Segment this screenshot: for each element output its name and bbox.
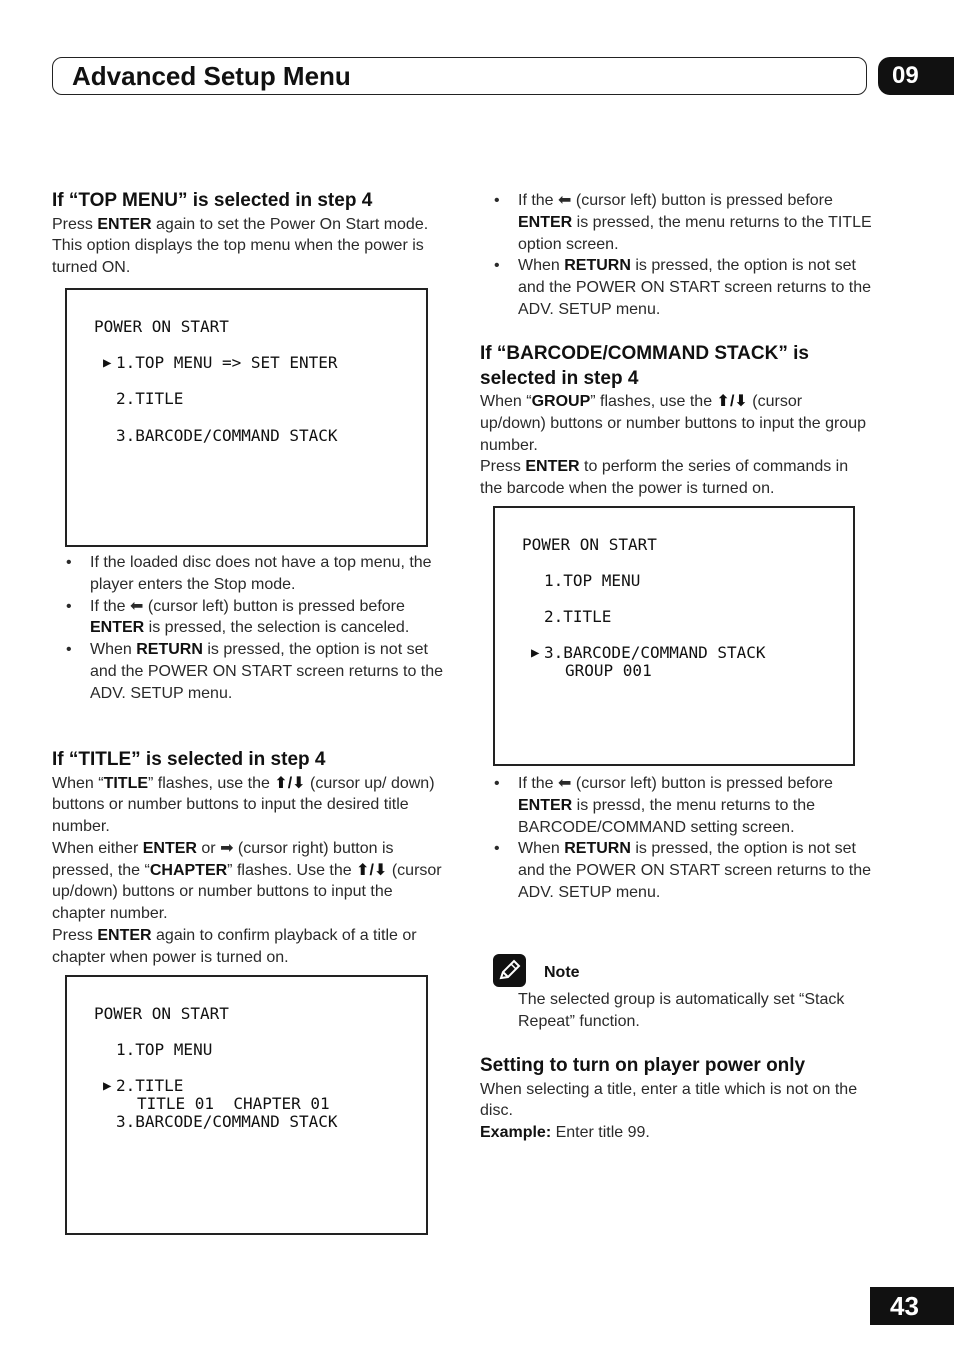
paragraph: When “TITLE” flashes, use the ⬆/⬇ (cursor up/ down) buttons or number buttons to input the desired title number. xyxy=(52,774,435,836)
note-label: Note xyxy=(544,964,580,981)
paragraph: Press ENTER again to confirm playback of a title or chapter when power is turned on. xyxy=(52,927,417,966)
screen-line: GROUP 001 xyxy=(565,661,652,680)
paragraph-top-menu: Press ENTER again to set the Power On Start mode. This option displays the top menu when the power is turned ON. xyxy=(52,215,429,277)
page-title: Advanced Setup Menu xyxy=(72,61,351,91)
screen-line: 3.BARCODE/COMMAND STACK xyxy=(116,1112,338,1131)
note-pencil-icon xyxy=(493,954,526,987)
page-number: 43 xyxy=(870,1287,954,1325)
list-item: • When RETURN is pressed, the option is not set and the POWER ON START screen returns to the ADV. SETUP menu. xyxy=(52,639,444,704)
screen-line: POWER ON START xyxy=(94,1004,229,1023)
heading-power-only: Setting to turn on player power only xyxy=(480,1055,806,1076)
section-title xyxy=(52,748,444,969)
bullets-top-menu xyxy=(52,552,444,705)
bullets-title xyxy=(480,190,872,321)
note-text: The selected group is automatically set “Stack Repeat” function. xyxy=(518,991,845,1030)
section-barcode xyxy=(480,342,872,500)
screen-line: TITLE 01 CHAPTER 01 xyxy=(137,1094,330,1113)
screen-line: 1.TOP MENU => SET ENTER xyxy=(116,353,338,372)
cursor-up-down-icon: ⬆/⬇ xyxy=(356,861,388,879)
bullets-barcode xyxy=(480,773,872,904)
cursor-right-icon: ➡ xyxy=(220,839,234,857)
list-item: • If the ⬅ (cursor left) button is pressed before ENTER is pressed, the menu returns to the TITLE option screen. xyxy=(480,190,872,255)
heading-top-menu: If “TOP MENU” is selected in step 4 xyxy=(52,190,373,211)
cursor-up-down-icon: ⬆/⬇ xyxy=(274,774,306,792)
paragraph: When selecting a title, enter a title which is not on the disc. xyxy=(480,1080,858,1120)
paragraph: When “GROUP” flashes, use the ⬆/⬇ (cursor up/down) buttons or number buttons to input the group number. xyxy=(480,393,867,454)
cursor-arrow-icon: ▶ xyxy=(103,355,112,371)
heading-title: If “TITLE” is selected in step 4 xyxy=(52,749,326,770)
heading-barcode: If “BARCODE/COMMAND STACK” is selected in step 4 xyxy=(480,343,809,389)
section-top-menu xyxy=(52,189,444,279)
screen-line: 1.TOP MENU xyxy=(116,1040,213,1059)
screen-top-menu xyxy=(65,288,428,547)
paragraph-example: Example: Enter title 99. xyxy=(480,1124,650,1142)
screen-line: 2.TITLE xyxy=(116,389,184,408)
section-power-only xyxy=(480,1054,872,1144)
screen-line: 1.TOP MENU xyxy=(544,571,641,590)
screen-line: POWER ON START xyxy=(522,535,657,554)
screen-line: 3.BARCODE/COMMAND STACK xyxy=(544,643,766,662)
cursor-arrow-icon: ▶ xyxy=(103,1078,112,1094)
list-item: • When RETURN is pressed, the option is not set and the POWER ON START screen returns to the ADV. SETUP menu. xyxy=(480,255,872,320)
cursor-up-down-icon: ⬆/⬇ xyxy=(716,393,748,410)
screen-barcode xyxy=(493,506,855,766)
list-item: • If the ⬅ (cursor left) button is pressed before ENTER is pressd, the menu returns to the BARCODE/COMMAND setting screen. xyxy=(480,773,872,838)
list-item: • If the ⬅ (cursor left) button is pressed before ENTER is pressed, the selection is canceled. xyxy=(52,596,444,640)
list-item: • If the loaded disc does not have a top menu, the player enters the Stop mode. xyxy=(52,552,444,596)
screen-line: 3.BARCODE/COMMAND STACK xyxy=(116,426,338,445)
cursor-arrow-icon: ▶ xyxy=(531,645,540,661)
screen-line: 2.TITLE xyxy=(544,607,612,626)
cursor-left-icon: ⬅ xyxy=(558,192,572,209)
list-item: • When RETURN is pressed, the option is not set and the POWER ON START screen returns to the ADV. SETUP menu. xyxy=(480,838,872,903)
chapter-number-tab: 09 xyxy=(878,57,954,95)
paragraph: Press ENTER to perform the series of commands in the barcode when the power is turned on. xyxy=(480,458,849,498)
screen-line: POWER ON START xyxy=(94,317,229,336)
screen-title xyxy=(65,975,428,1235)
paragraph: When either ENTER or ➡ (cursor right) button is pressed, the “CHAPTER” flashes. Use the ⬆/⬇ (cursor up/down) buttons or number buttons to input the chapter number. xyxy=(52,839,442,923)
cursor-left-icon: ⬅ xyxy=(558,775,572,792)
cursor-left-icon: ⬅ xyxy=(130,597,144,615)
screen-line: 2.TITLE xyxy=(116,1076,184,1095)
